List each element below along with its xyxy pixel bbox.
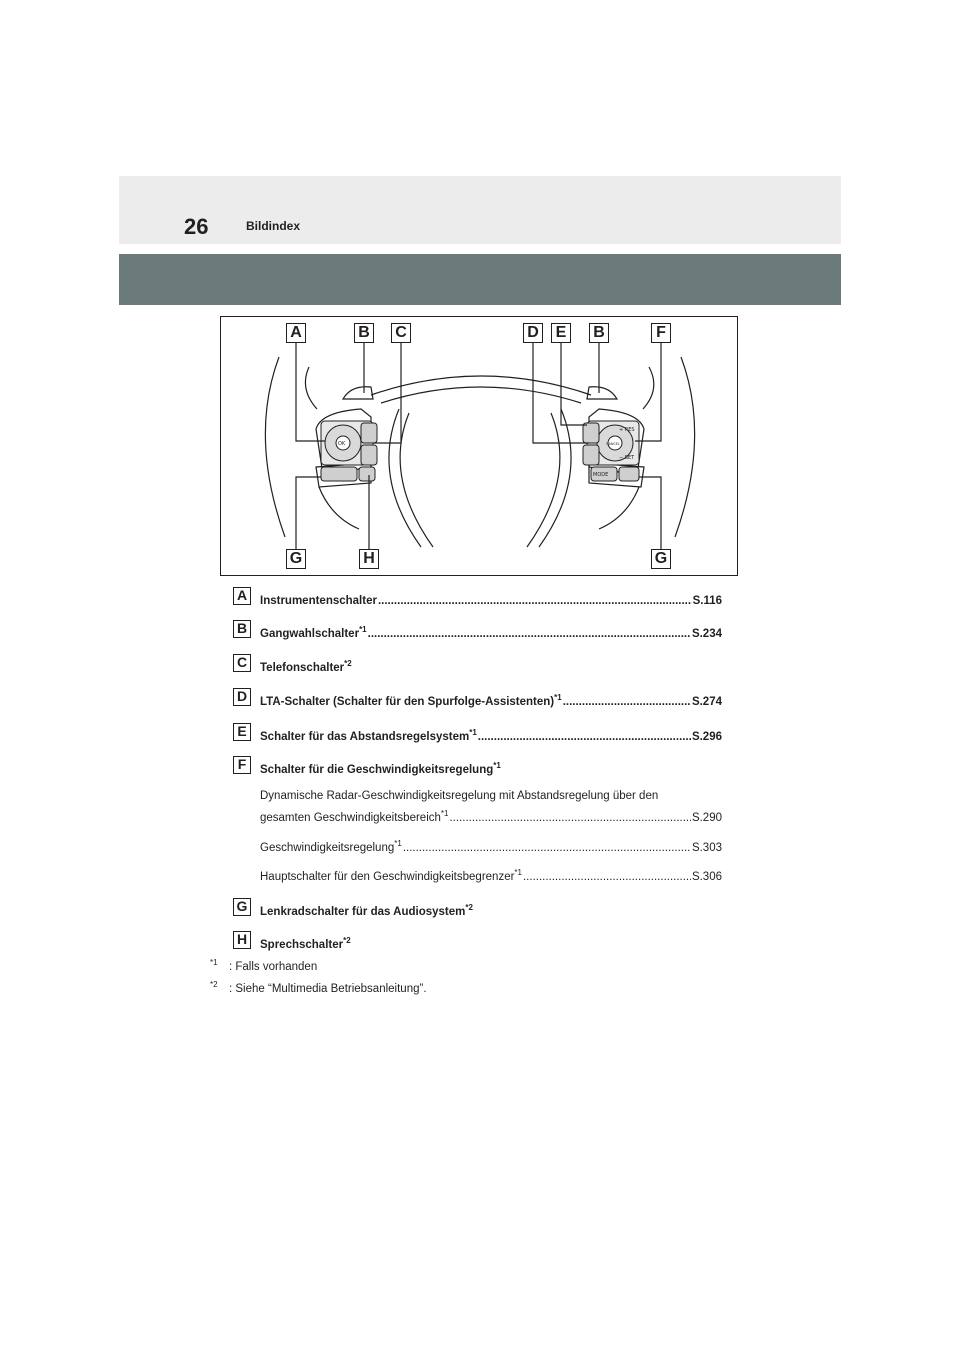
cancel-button-label: CANCEL (606, 442, 621, 446)
entry-e (233, 723, 723, 745)
f-detail-label: Geschwindigkeitsregelung (260, 842, 395, 854)
entry-b (233, 620, 723, 642)
entry-label: Sprechschalter (260, 939, 344, 951)
ok-button-label: OK (338, 441, 346, 447)
callout-h-bottom: H (359, 549, 379, 569)
entry-key: F (233, 756, 251, 774)
entry-key: D (233, 688, 251, 706)
callout-g-bottom-right: G (651, 549, 671, 569)
entry-footnote-ref: *1 (554, 693, 562, 702)
entry-page[interactable]: S.274 (691, 696, 722, 708)
steering-wheel-drawing (221, 317, 739, 577)
entry-label: Schalter für die Geschwindigkeitsregelung (260, 764, 494, 776)
entry-h (233, 931, 723, 953)
footnote-1: $^{*1}$ : Falls vorhanden (210, 958, 318, 973)
callout-g-bottom-left: G (286, 549, 306, 569)
f-detail-footnote-ref: *1 (394, 839, 402, 848)
callout-f-top: F (651, 323, 671, 343)
f-detail-line-1: Dynamische Radar-Geschwindigkeitsregelung mit Abstandsregelung über den (260, 790, 659, 802)
entry-footnote-ref: *1 (359, 625, 367, 634)
entry-footnote-ref: *1 (493, 761, 501, 770)
f-detail-line-4 (260, 868, 722, 883)
entry-c (233, 654, 723, 676)
entry-key: B (233, 620, 251, 638)
res-button-label: + RES (619, 427, 635, 433)
page-number: 26 (184, 214, 209, 239)
footnote-text: Falls vorhanden (235, 961, 318, 973)
entry-key: C (233, 654, 251, 672)
footnote-text: Siehe “Multimedia Betriebsanleitung”. (235, 983, 427, 995)
entry-footnote-ref: *2 (344, 659, 352, 668)
entry-label: LTA-Schalter (Schalter für den Spurfolge-Assistenten) (260, 696, 555, 708)
f-detail-label: gesamten Geschwindigkeitsbereich (260, 812, 441, 824)
f-detail-page[interactable]: S.306 (691, 871, 722, 883)
callout-b-top-left: B (354, 323, 374, 343)
entry-page[interactable]: S.296 (691, 731, 722, 743)
footnote-2: $^{*2}$ : Siehe “Multimedia Betriebsanleitung”. (210, 980, 427, 995)
entry-footnote-ref: *2 (465, 903, 473, 912)
entry-g (233, 898, 723, 920)
entry-page[interactable]: S.234 (691, 628, 722, 640)
f-detail-footnote-ref: *1 (514, 868, 522, 877)
entry-footnote-ref: *1 (469, 728, 477, 737)
f-detail-label: Hauptschalter für den Geschwindigkeitsbegrenzer (260, 871, 515, 883)
callout-d-top: D (523, 323, 543, 343)
callout-b-top-right: B (589, 323, 609, 343)
entry-page[interactable]: S.116 (692, 595, 722, 607)
f-detail-page[interactable]: S.290 (691, 812, 722, 824)
entry-label: Telefonschalter (260, 662, 345, 674)
entry-f (233, 756, 723, 778)
callout-c-top: C (391, 323, 411, 343)
f-detail-line-2 (260, 809, 722, 824)
f-detail-footnote-ref: *1 (440, 809, 449, 818)
f-detail-line-3 (260, 839, 722, 854)
steering-wheel-figure (220, 316, 738, 576)
entry-key: A (233, 587, 251, 605)
f-detail-page[interactable]: S.303 (691, 842, 722, 854)
mode-button-label: MODE (593, 472, 609, 478)
callout-a-top: A (286, 323, 306, 343)
entry-label: Instrumentenschalter (260, 595, 377, 607)
header-bar (119, 176, 841, 244)
entry-label: Schalter für das Abstandsregelsystem (260, 731, 470, 743)
entry-key: H (233, 931, 251, 949)
entry-label: Lenkradschalter für das Audiosystem (260, 906, 466, 918)
section-title: Bildindex (246, 219, 301, 233)
callout-e-top: E (551, 323, 571, 343)
entry-d (233, 688, 723, 710)
entry-key: E (233, 723, 251, 741)
entry-footnote-ref: *2 (343, 936, 351, 945)
set-button-label: − SET (619, 455, 635, 461)
entry-a (233, 587, 723, 609)
entry-label: Gangwahlschalter (260, 628, 360, 640)
entry-key: G (233, 898, 251, 916)
section-band (119, 254, 841, 305)
